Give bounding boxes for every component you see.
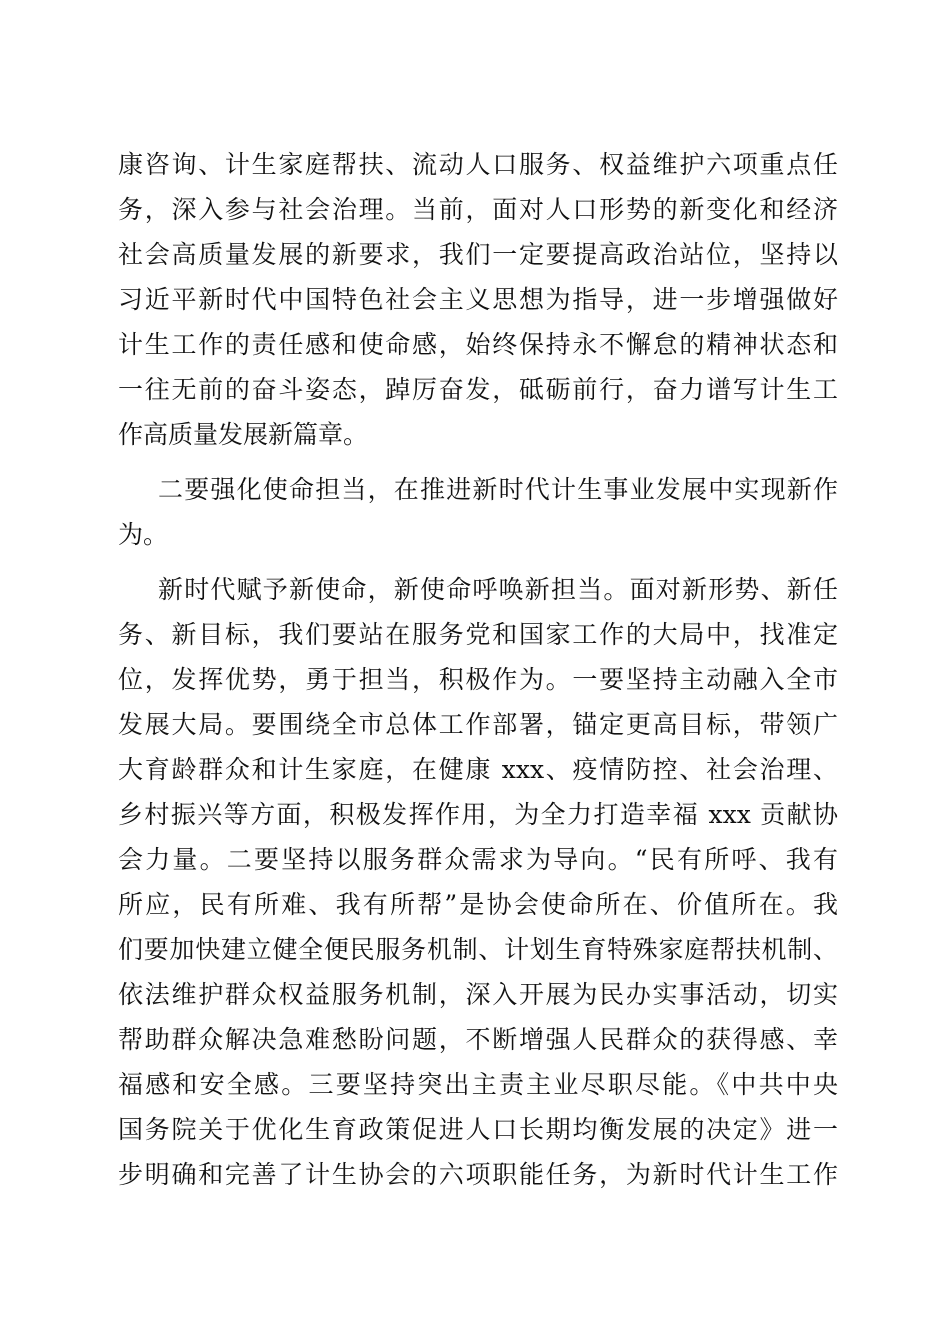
text-line: 一往无前的奋斗姿态，踔厉奋发，砥砺前行，奋力谱写计生工 [118,375,838,404]
text-line: 福感和安全感。三要坚持突出主责主业尽职尽能。《中共中央 [118,1070,838,1099]
text-line: 位，发挥优势，勇于担当，积极作为。一要坚持主动融入全市 [118,665,838,694]
paragraph-1 [118,142,838,457]
heading-line: 为。 [118,520,169,549]
text-line: 会力量。二要坚持以服务群众需求为导向。“民有所呼、我有 [118,845,838,874]
text-line: 所应，民有所难、我有所帮”是协会使命所在、价值所在。我 [118,890,838,919]
section-heading [118,467,838,557]
text-line: 习近平新时代中国特色社会主义思想为指导，进一步增强做好 [118,285,838,314]
text-line: 大育龄群众和计生家庭，在健康 xxx、疫情防控、社会治理、 [118,755,838,784]
text-line: 社会高质量发展的新要求，我们一定要提高政治站位，坚持以 [118,240,838,269]
text-line: 发展大局。要围绕全市总体工作部署，锚定更高目标，带领广 [118,710,838,739]
text-line: 务、新目标，我们要站在服务党和国家工作的大局中，找准定 [118,620,838,649]
text-line: 康咨询、计生家庭帮扶、流动人口服务、权益维护六项重点任 [118,150,838,179]
heading-line: 二要强化使命担当，在推进新时代计生事业发展中实现新作 [158,475,838,504]
document-body [118,142,838,1197]
text-line: 步明确和完善了计生协会的六项职能任务，为新时代计生工作 [118,1160,838,1189]
text-line: 乡村振兴等方面，积极发挥作用，为全力打造幸福 xxx 贡献协 [118,800,838,829]
text-line: 新时代赋予新使命，新使命呼唤新担当。面对新形势、新任 [158,575,838,604]
text-line: 国务院关于优化生育政策促进人口长期均衡发展的决定》进一 [118,1115,838,1144]
text-line: 计生工作的责任感和使命感，始终保持永不懈怠的精神状态和 [118,330,838,359]
text-line: 务，深入参与社会治理。当前，面对人口形势的新变化和经济 [118,195,838,224]
paragraph-2 [118,567,838,1197]
text-line: 帮助群众解决急难愁盼问题，不断增强人民群众的获得感、幸 [118,1025,838,1054]
text-line: 依法维护群众权益服务机制，深入开展为民办实事活动，切实 [118,980,838,1009]
text-line: 们要加快建立健全便民服务机制、计划生育特殊家庭帮扶机制、 [118,935,838,964]
text-line: 作高质量发展新篇章。 [118,420,369,449]
